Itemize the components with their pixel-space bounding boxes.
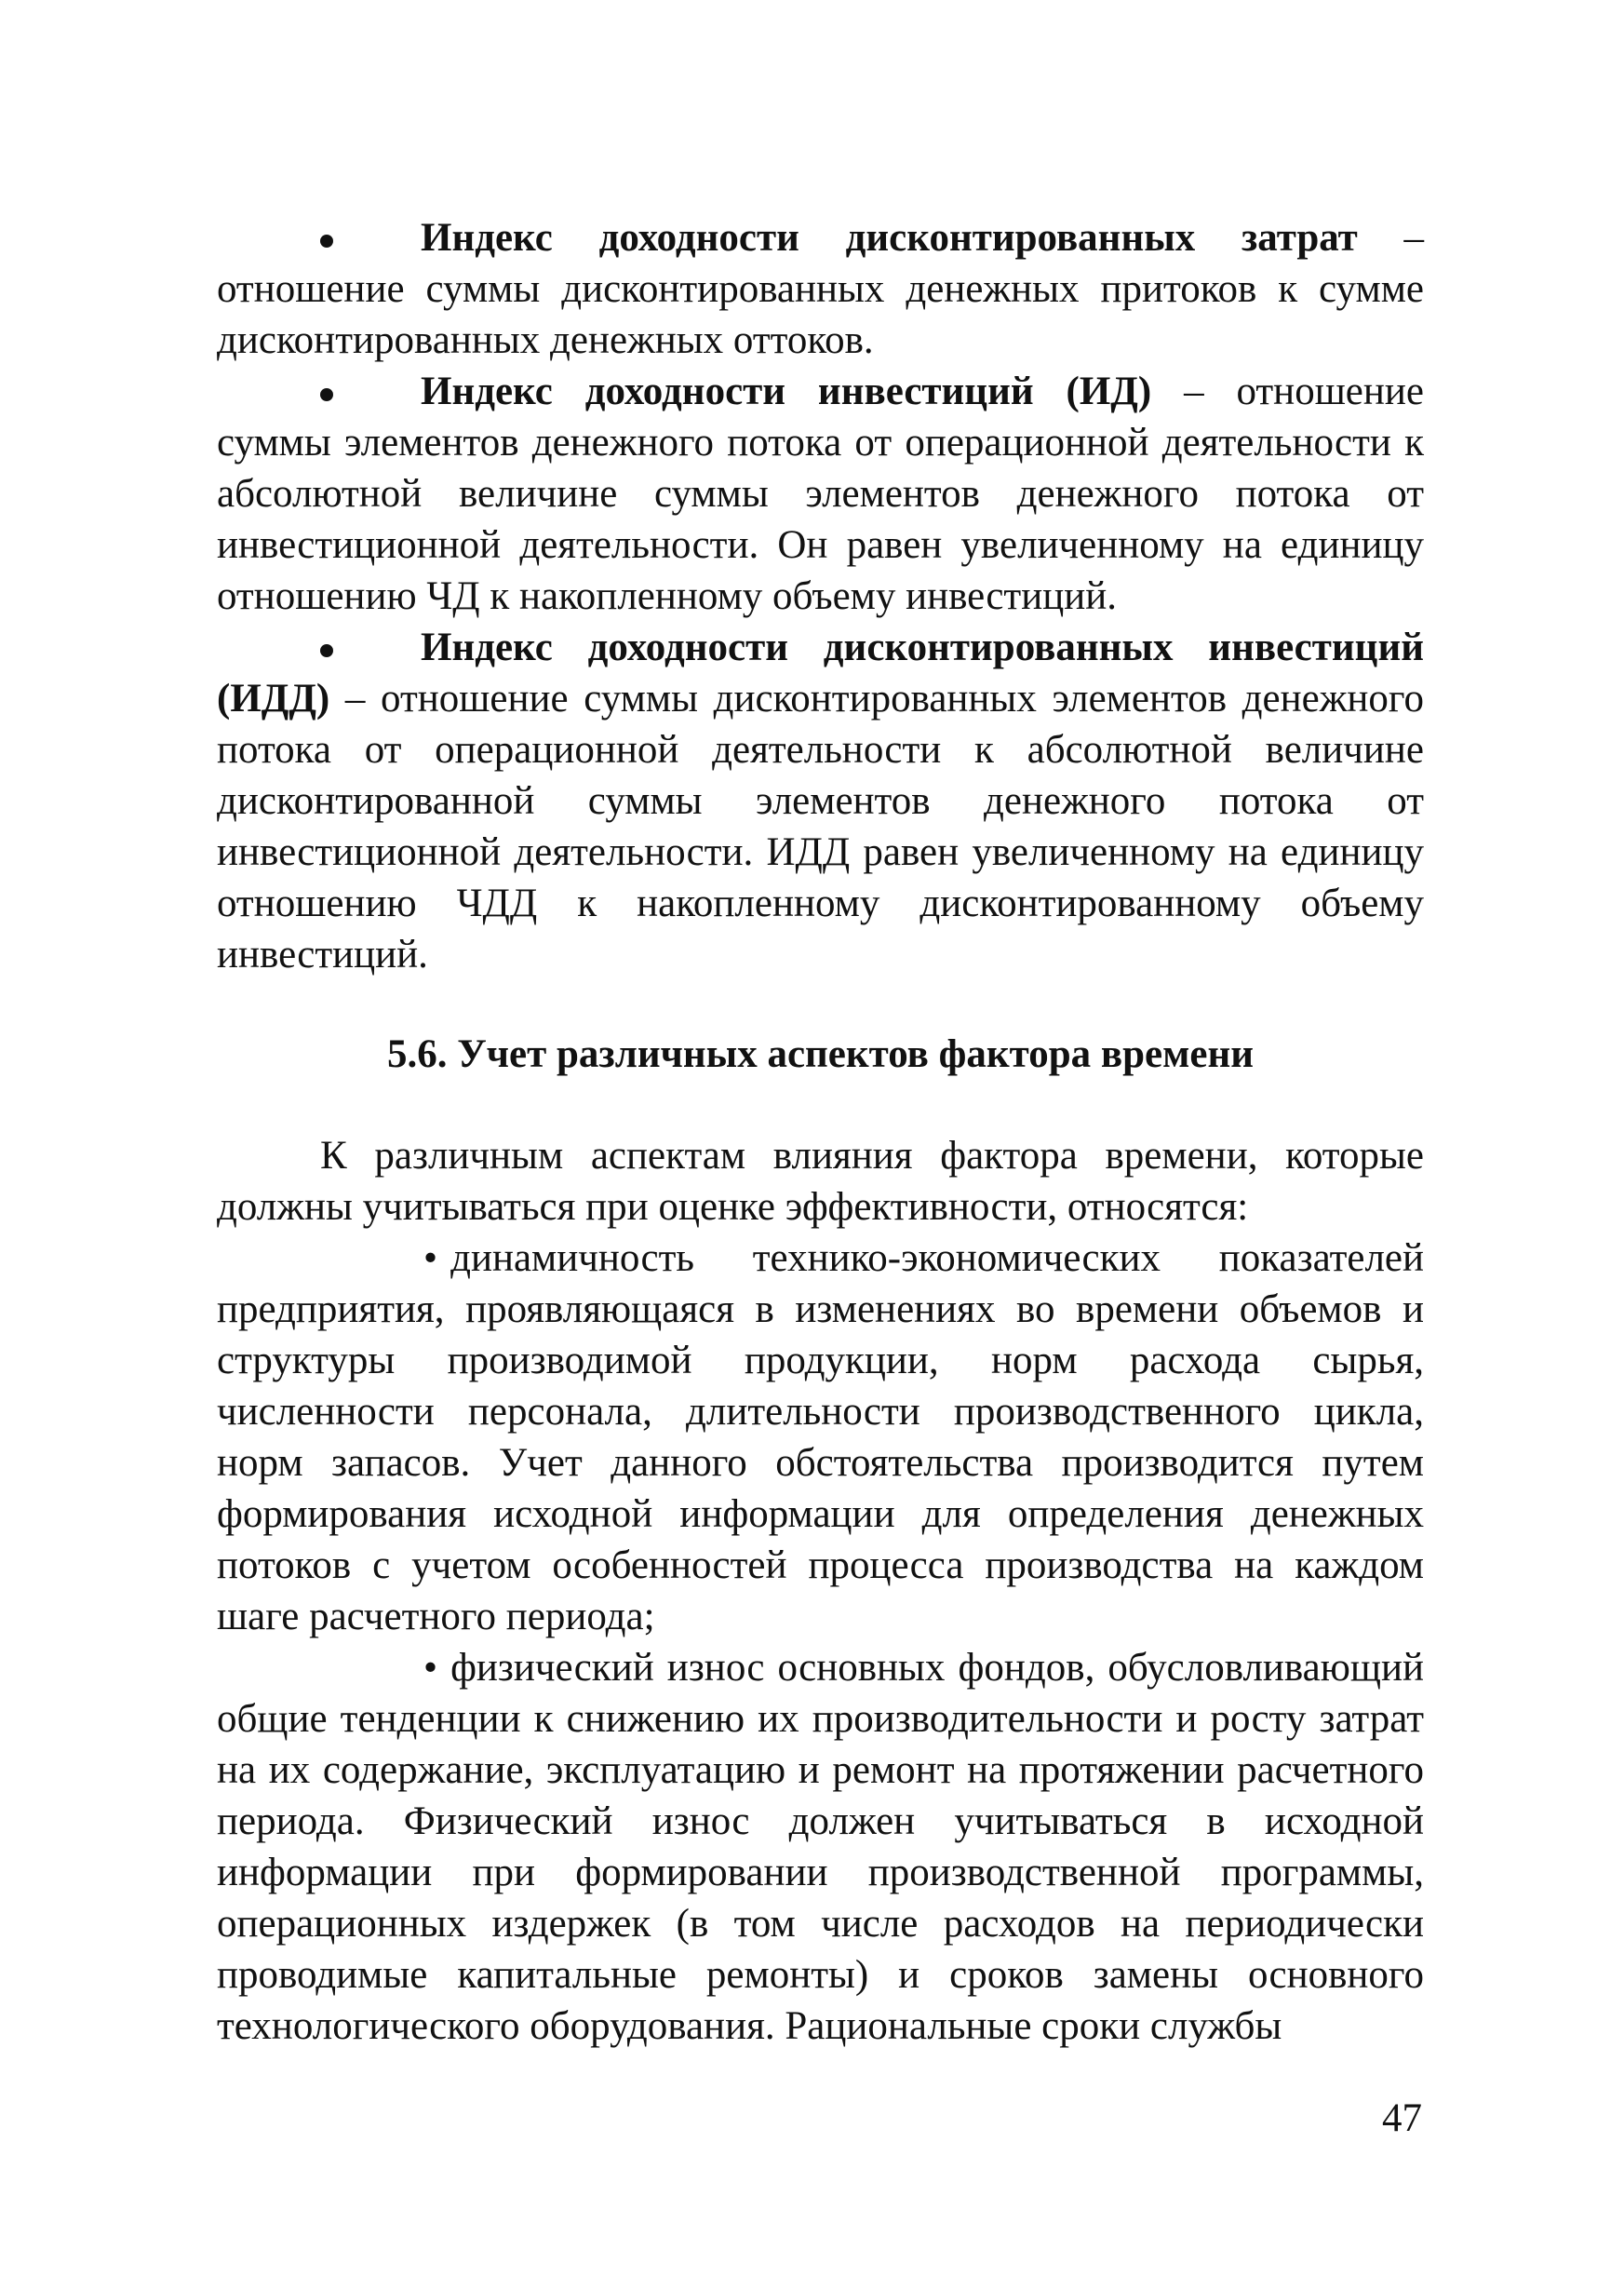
definition-item-3 <box>217 622 1424 980</box>
intro-paragraph: К различным аспектам влияния фактора времени, которые должны учитываться при оценке эффективности, относятся: <box>217 1134 1424 1229</box>
list-item-1 <box>217 1233 1424 1642</box>
section-heading: 5.6. Учет различных аспектов фактора времени <box>386 1032 1255 1076</box>
definition-text: – отношение суммы элементов денежного потока от операционной деятельности к абсолютной величине суммы элементов денежного потока от инвестиционной деятельности. Он равен увеличенному на единицу отношению ЧД к накопленному объему инвестиций. <box>217 370 1424 618</box>
definition-term: Индекс доходности дисконтированных затрат <box>421 216 1358 260</box>
definition-text: – отношение суммы дисконтированных элементов денежного потока от операционной деятельности к абсолютной величине дисконтированной суммы элементов денежного потока от инвестиционной деятельности. ИДД равен увеличенному на единицу отношению ЧДД к накопленному дисконтированному объему инвестиций. <box>217 677 1424 977</box>
list-item-2 <box>217 1642 1424 2052</box>
definition-term: Индекс доходности инвестиций (ИД) <box>421 370 1152 413</box>
bullet-icon <box>320 235 333 248</box>
definition-item-1 <box>217 212 1424 366</box>
page-body <box>217 212 1424 2052</box>
page-number: 47 <box>1382 2096 1422 2140</box>
definition-item-2 <box>217 366 1424 622</box>
bullet-marker: • <box>423 1236 438 1280</box>
bullet-icon <box>320 644 333 657</box>
bullet-marker: • <box>423 1646 438 1690</box>
definition-term: Индекс доходности дисконтированных инвестиций (ИДД) <box>217 626 1424 721</box>
bullet-icon <box>320 388 333 401</box>
list-item-text: физический износ основных фондов, обусловливающий общие тенденции к снижению их производительности и росту затрат на их содержание, эксплуатацию и ремонт на протяжении расчетного периода. Физический износ должен учитываться в исходной информации при формировании производственной программы, операционных издержек (в том числе расходов на периодически проводимые капитальные ремонты) и сроков замены основного технологического оборудования. Рациональные сроки службы <box>217 1646 1424 2048</box>
list-item-text: динамичность технико-экономических показателей предприятия, проявляющаяся в изменениях во времени объемов и структуры производимой продукции, норм расхода сырья, численности персонала, длительности производственного цикла, норм запасов. Учет данного обстоятельства производится путем формирования исходной информации для определения денежных потоков с учетом особенностей процесса производства на каждом шаге расчетного периода; <box>217 1236 1424 1638</box>
definition-text: – отношение суммы дисконтированных денежных притоков к сумме дисконтированных денежных оттоков. <box>217 216 1424 362</box>
